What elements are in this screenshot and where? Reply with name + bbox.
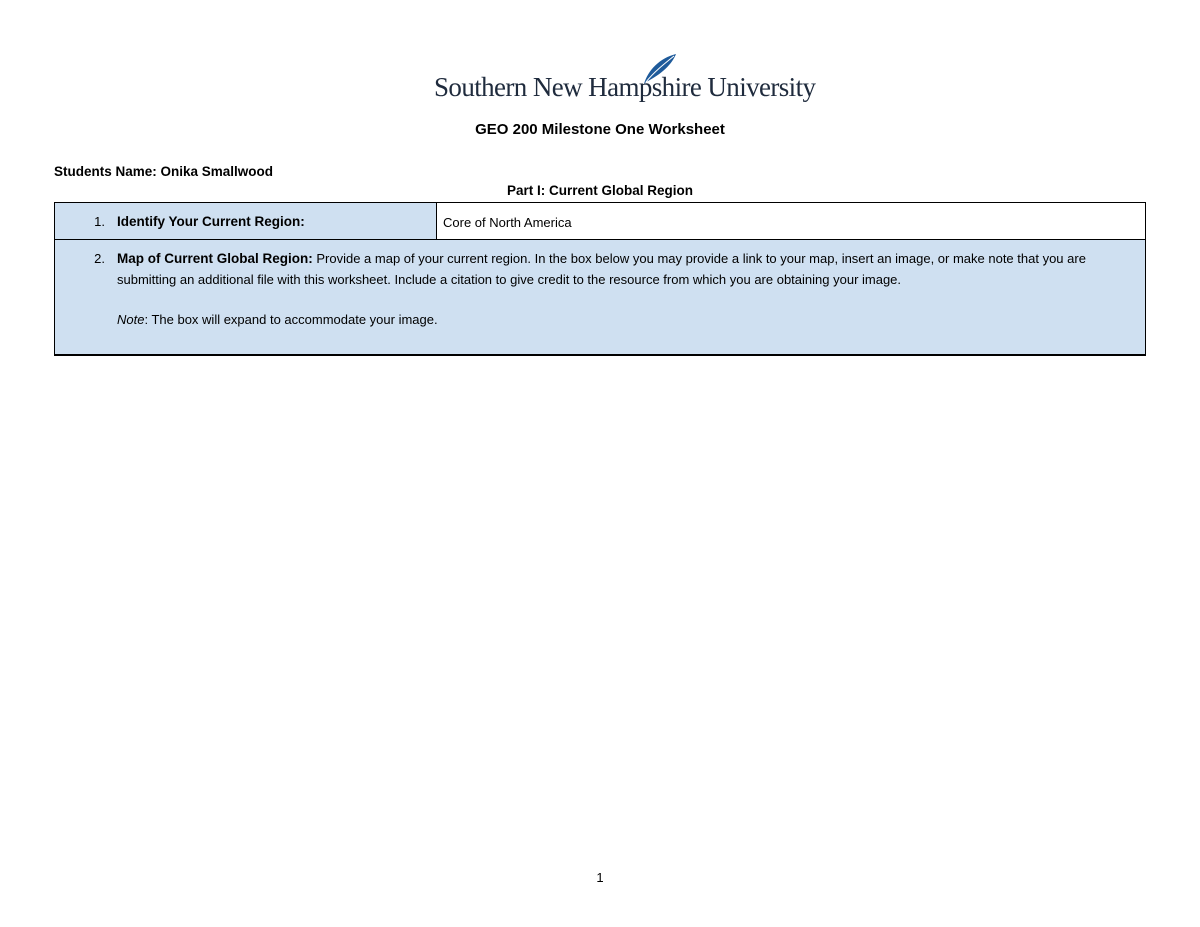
answer-1-cell[interactable]: [437, 203, 1146, 240]
note-label: Note: [117, 312, 145, 327]
question-label: Map of Current Global Region:: [117, 251, 313, 266]
question-2-cell: [55, 240, 1146, 356]
part-title: Part I: Current Global Region: [506, 183, 693, 198]
table-row: [55, 240, 1146, 356]
question-1-cell: [55, 203, 437, 240]
question-label: Identify Your Current Region:: [117, 214, 305, 229]
question-number: 2.: [94, 251, 105, 266]
university-logo: [434, 52, 816, 104]
document-title: GEO 200 Milestone One Worksheet: [475, 121, 725, 138]
question-text: Provide a map of your current region. In the box below you may provide a link to your map, insert an image, or make note that you are submitting an additional file with this worksheet. Include a citation to give credit to the resource from which you are obtaining your image.: [117, 251, 1086, 287]
page-number: 1: [596, 870, 604, 885]
question-number: 1.: [94, 214, 105, 229]
logo-text: Southern New Hampshire University: [434, 72, 816, 102]
note-text: : The box will expand to accommodate your image.: [144, 312, 438, 327]
student-name: Students Name: Onika Smallwood: [54, 164, 274, 179]
answer-text: Core of North America: [443, 215, 572, 230]
worksheet-table: [54, 202, 1146, 356]
table-row: [55, 203, 1146, 240]
